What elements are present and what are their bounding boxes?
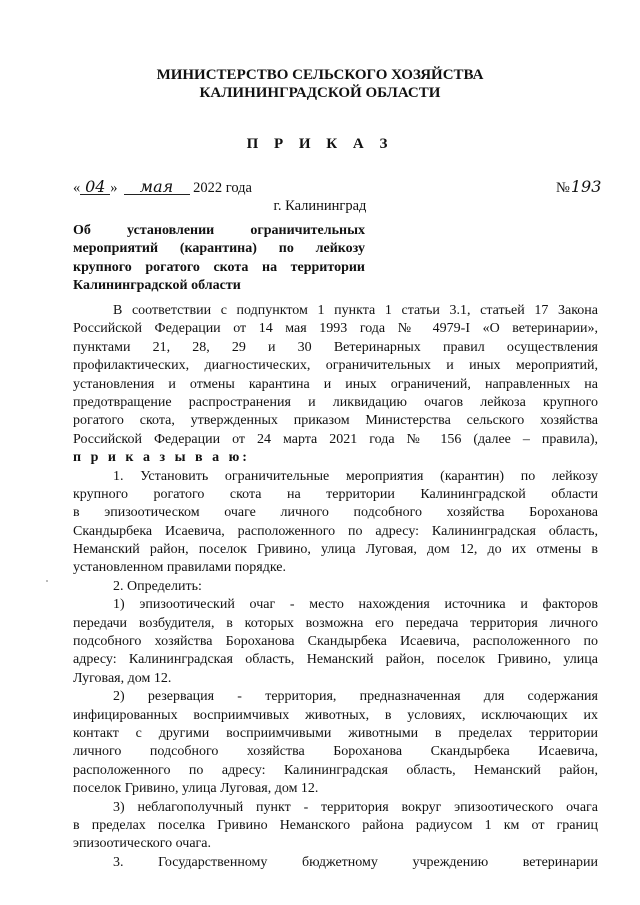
date-year: 2022 года xyxy=(193,180,252,196)
date-open-quote: « xyxy=(73,180,81,196)
text-line: установленном правилами порядке. xyxy=(73,560,286,576)
text-line: адресу: Калининградская область, Неманский район, поселок Гривино, улица xyxy=(73,652,598,668)
text-line: профилактических, диагностических, ограничительных и иных мероприятий, xyxy=(73,358,598,374)
item-2-3 xyxy=(73,799,598,854)
text-line: подсобного хозяйства Бороханова Скандырбека Исаевича, расположенного по xyxy=(73,634,598,650)
subject-line: мероприятий (карантина) по лейкозу xyxy=(73,241,365,257)
item-2-1 xyxy=(73,596,598,688)
text-line: рогатого скота, утвержденных приказом Министерства сельского хозяйства xyxy=(73,413,598,429)
subject-line: Калининградской области xyxy=(73,277,241,293)
number-handwritten: 193 xyxy=(570,177,602,196)
item-2-2 xyxy=(73,688,598,798)
text-line: в эпизоотическом очаге личного подсобного хозяйства Бороханова xyxy=(73,505,598,521)
text-line: Скандырбека Исаевича, расположенного по адресу: Калининградская область, xyxy=(73,523,598,539)
date-month-handwritten: мая xyxy=(124,180,190,195)
subject-line: крупного рогатого скота на территории xyxy=(73,259,365,275)
text-line: в пределах поселка Гривино Неманского района радиусом 1 км от границ xyxy=(73,817,598,833)
order-subject xyxy=(73,222,365,295)
text-line: установления и отмены карантина и иных ограничений, направленных на xyxy=(73,376,598,392)
text-line: личного подсобного хозяйства Бороханова Скандырбека Исаевича, xyxy=(73,744,598,760)
text-line: крупного рогатого скота на территории Калининградской области xyxy=(73,486,598,502)
text-line: 3) неблагополучный пункт - территория вокруг эпизоотического очага xyxy=(113,799,598,815)
order-title: П Р И К А З xyxy=(246,136,394,152)
preamble-paragraph xyxy=(73,302,598,468)
scan-speck xyxy=(46,580,48,582)
ministry-line-1: МИНИСТЕРСТВО СЕЛЬСКОГО ХОЗЯЙСТВА xyxy=(156,67,484,83)
text-line: 1. Установить ограничительные мероприятия (карантин) по лейкозу xyxy=(113,468,598,484)
order-date xyxy=(73,177,252,197)
number-prefix: № xyxy=(556,180,570,196)
order-word: п р и к а з ы в а ю: xyxy=(73,450,250,466)
text-line: Российской Федерации от 24 марта 2021 года № 156 (далее – правила), xyxy=(73,431,598,447)
text-line: Луговая, дом 12. xyxy=(73,670,172,686)
text-line: 3. Государственному бюджетному учреждению ветеринарии xyxy=(113,854,598,870)
text-line: контакт с другими восприимчивыми животными в пределах территории xyxy=(73,725,598,741)
text-line: инфицированных восприимчивых животных, в условиях, исключающих их xyxy=(73,707,598,723)
text-line: В соответствии с подпунктом 1 пункта 1 статьи 3.1, статьей 17 Закона xyxy=(113,303,598,318)
text-line: Неманский район, поселок Гривино, улица Луговая, дом 12, до их отмены в xyxy=(73,542,598,558)
date-close-quote: » xyxy=(110,180,118,196)
ministry-name xyxy=(0,66,640,102)
text-line: 2. Определить: xyxy=(113,578,202,594)
ministry-line-2: КАЛИНИНГРАДСКОЙ ОБЛАСТИ xyxy=(199,85,441,101)
item-1 xyxy=(73,468,598,578)
text-line: 2) резервация - территория, предназначенная для содержания xyxy=(113,689,598,705)
text-line: передачи возбудителя, в которых возможна его передача территория личного xyxy=(73,615,598,631)
text-line: пунктами 21, 28, 29 и 30 Ветеринарных правил осуществления xyxy=(73,339,598,355)
text-line: расположенного по адресу: Калининградская область, Неманский район, xyxy=(73,762,598,778)
date-day-handwritten: 04 xyxy=(80,180,110,195)
text-line: Российской Федерации от 14 мая 1993 года № 4979-I «О ветеринарии», xyxy=(73,321,598,337)
item-3 xyxy=(73,854,598,872)
text-line: поселок Гривино, улица Луговая, дом 12. xyxy=(73,781,319,797)
subject-line: Об установлении ограничительных xyxy=(73,223,365,238)
item-2 xyxy=(73,578,598,596)
text-line: эпизоотического очага. xyxy=(73,836,212,852)
order-number xyxy=(556,177,602,197)
text-line: 1) эпизоотический очаг - место нахождения источника и факторов xyxy=(113,597,598,613)
text-line: предотвращение распространения и ликвидацию очагов лейкоза крупного xyxy=(73,394,598,410)
city: г. Калининград xyxy=(273,198,367,214)
order-body xyxy=(73,302,598,872)
